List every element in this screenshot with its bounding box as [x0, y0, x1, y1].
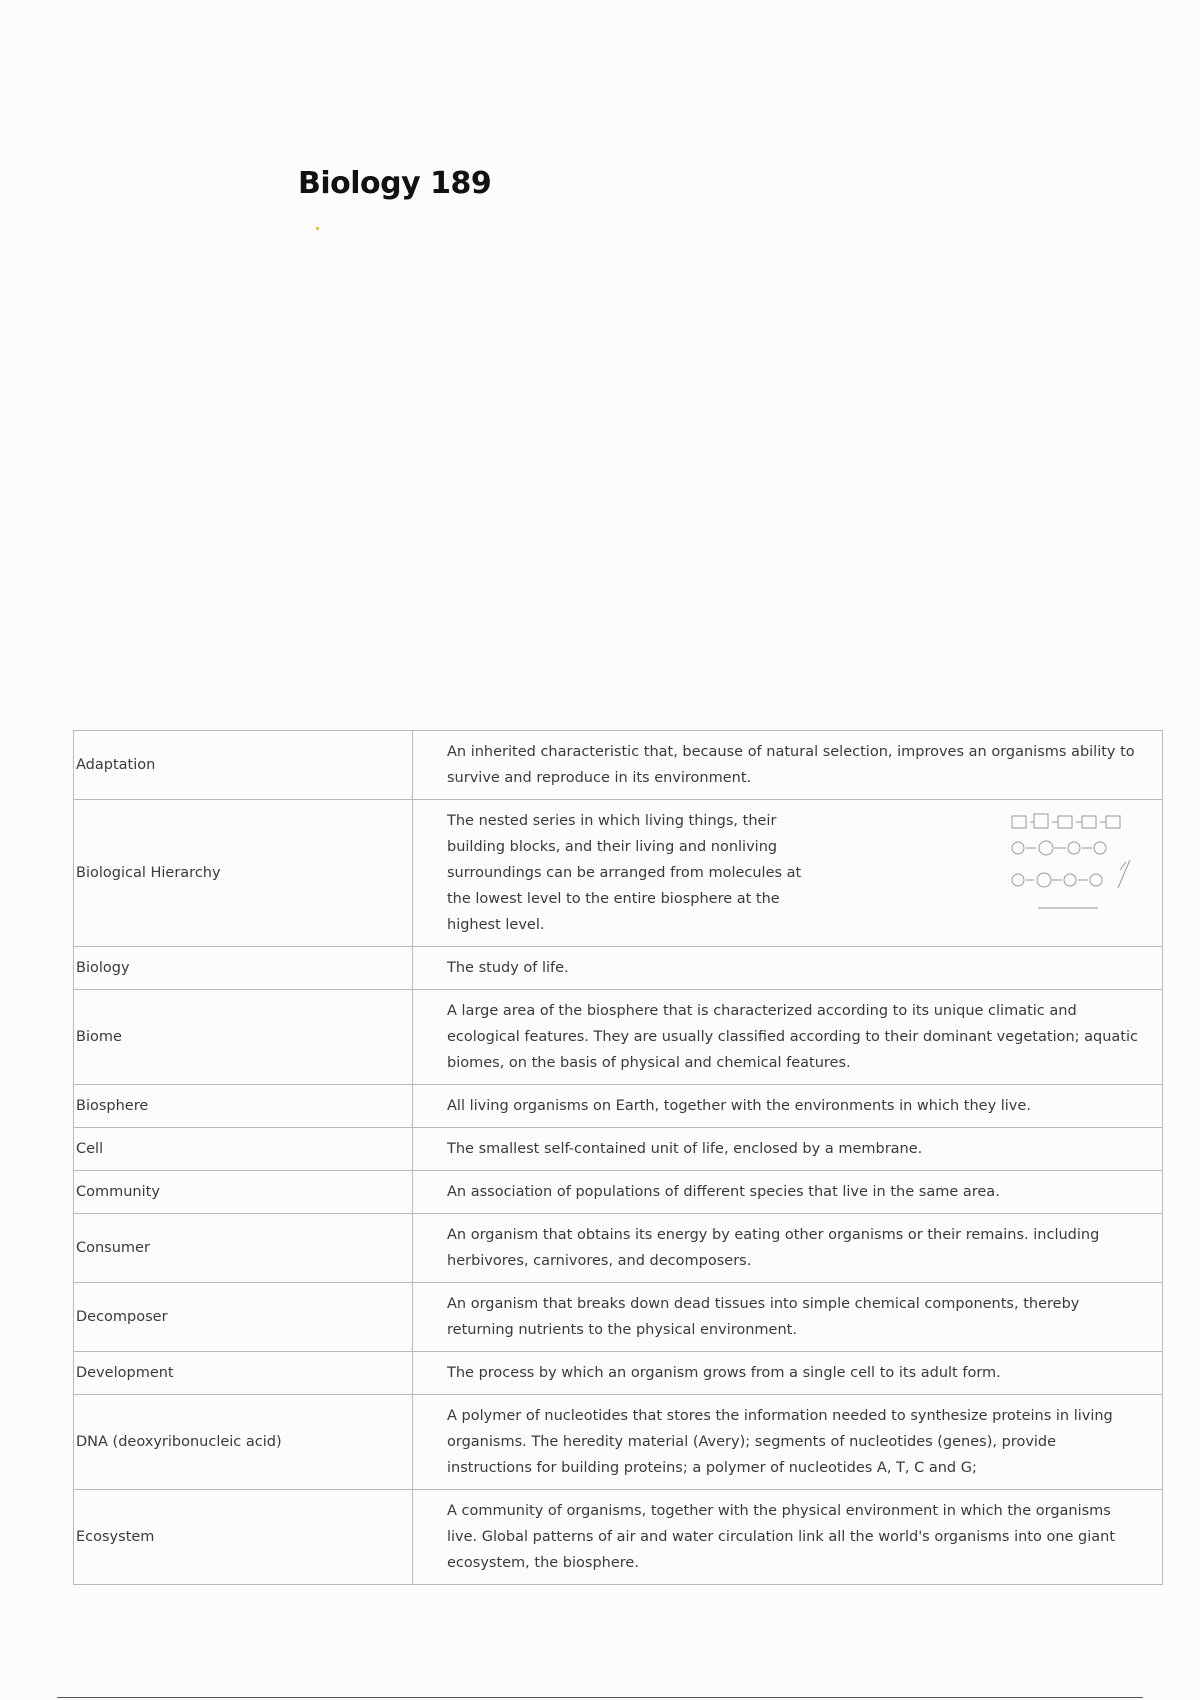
- biological-hierarchy-diagram-icon: [1008, 810, 1138, 915]
- table-row: [74, 1283, 1163, 1352]
- definition-cell: The process by which an organism grows from a single cell to its adult form.: [413, 1352, 1163, 1395]
- term-cell: Biology: [74, 947, 413, 990]
- glossary-table: [73, 730, 1163, 1585]
- table-row: [74, 1128, 1163, 1171]
- definition-cell: An organism that obtains its energy by eating other organisms or their remains. including herbivores, carnivores, and decomposers.: [413, 1214, 1163, 1283]
- definition-cell: The smallest self-contained unit of life, enclosed by a membrane.: [413, 1128, 1163, 1171]
- term-cell: Consumer: [74, 1214, 413, 1283]
- table-row: [74, 1171, 1163, 1214]
- page-bottom-rule: [57, 1697, 1143, 1698]
- term-cell: Ecosystem: [74, 1490, 413, 1585]
- table-row: [74, 1352, 1163, 1395]
- definition-cell: The study of life.: [413, 947, 1163, 990]
- table-row: [74, 800, 1163, 947]
- page-title: Biology 189: [298, 166, 492, 201]
- term-cell: Adaptation: [74, 731, 413, 800]
- term-cell: Biological Hierarchy: [74, 800, 413, 947]
- table-row: [74, 1214, 1163, 1283]
- definition-text: The nested series in which living things, their building blocks, and their living and nonliving surroundings can be arranged from molecules at the lowest level to the entire biosphere at the highest level.: [447, 813, 802, 933]
- definition-cell: A polymer of nucleotides that stores the information needed to synthesize proteins in living organisms. The heredity material (Avery); segments of nucleotides (genes), provide instructions for building proteins; a polymer of nucleotides A, T, C and G;: [413, 1395, 1163, 1490]
- definition-cell: [413, 800, 1163, 947]
- table-row: [74, 1395, 1163, 1490]
- term-cell: Biome: [74, 990, 413, 1085]
- term-cell: Community: [74, 1171, 413, 1214]
- definition-cell: A community of organisms, together with the physical environment in which the organisms live. Global patterns of air and water circulation link all the world's organisms into one giant ecosystem, the biosphere.: [413, 1490, 1163, 1585]
- definition-cell: An inherited characteristic that, because of natural selection, improves an organisms ability to survive and reproduce in its environment.: [413, 731, 1163, 800]
- definition-cell: An association of populations of different species that live in the same area.: [413, 1171, 1163, 1214]
- term-cell: Biosphere: [74, 1085, 413, 1128]
- table-row: [74, 1085, 1163, 1128]
- table-row: [74, 731, 1163, 800]
- table-row: [74, 1490, 1163, 1585]
- definition-cell: A large area of the biosphere that is characterized according to its unique climatic and ecological features. They are usually classified according to their dominant vegetation; aquatic biomes, on the basis of physical and chemical features.: [413, 990, 1163, 1085]
- table-row: [74, 990, 1163, 1085]
- definition-cell: An organism that breaks down dead tissues into simple chemical components, thereby returning nutrients to the physical environment.: [413, 1283, 1163, 1352]
- term-cell: Cell: [74, 1128, 413, 1171]
- definition-cell: All living organisms on Earth, together with the environments in which they live.: [413, 1085, 1163, 1128]
- term-cell: DNA (deoxyribonucleic acid): [74, 1395, 413, 1490]
- term-cell: Development: [74, 1352, 413, 1395]
- table-row: [74, 947, 1163, 990]
- decorative-dot: [316, 227, 319, 230]
- term-cell: Decomposer: [74, 1283, 413, 1352]
